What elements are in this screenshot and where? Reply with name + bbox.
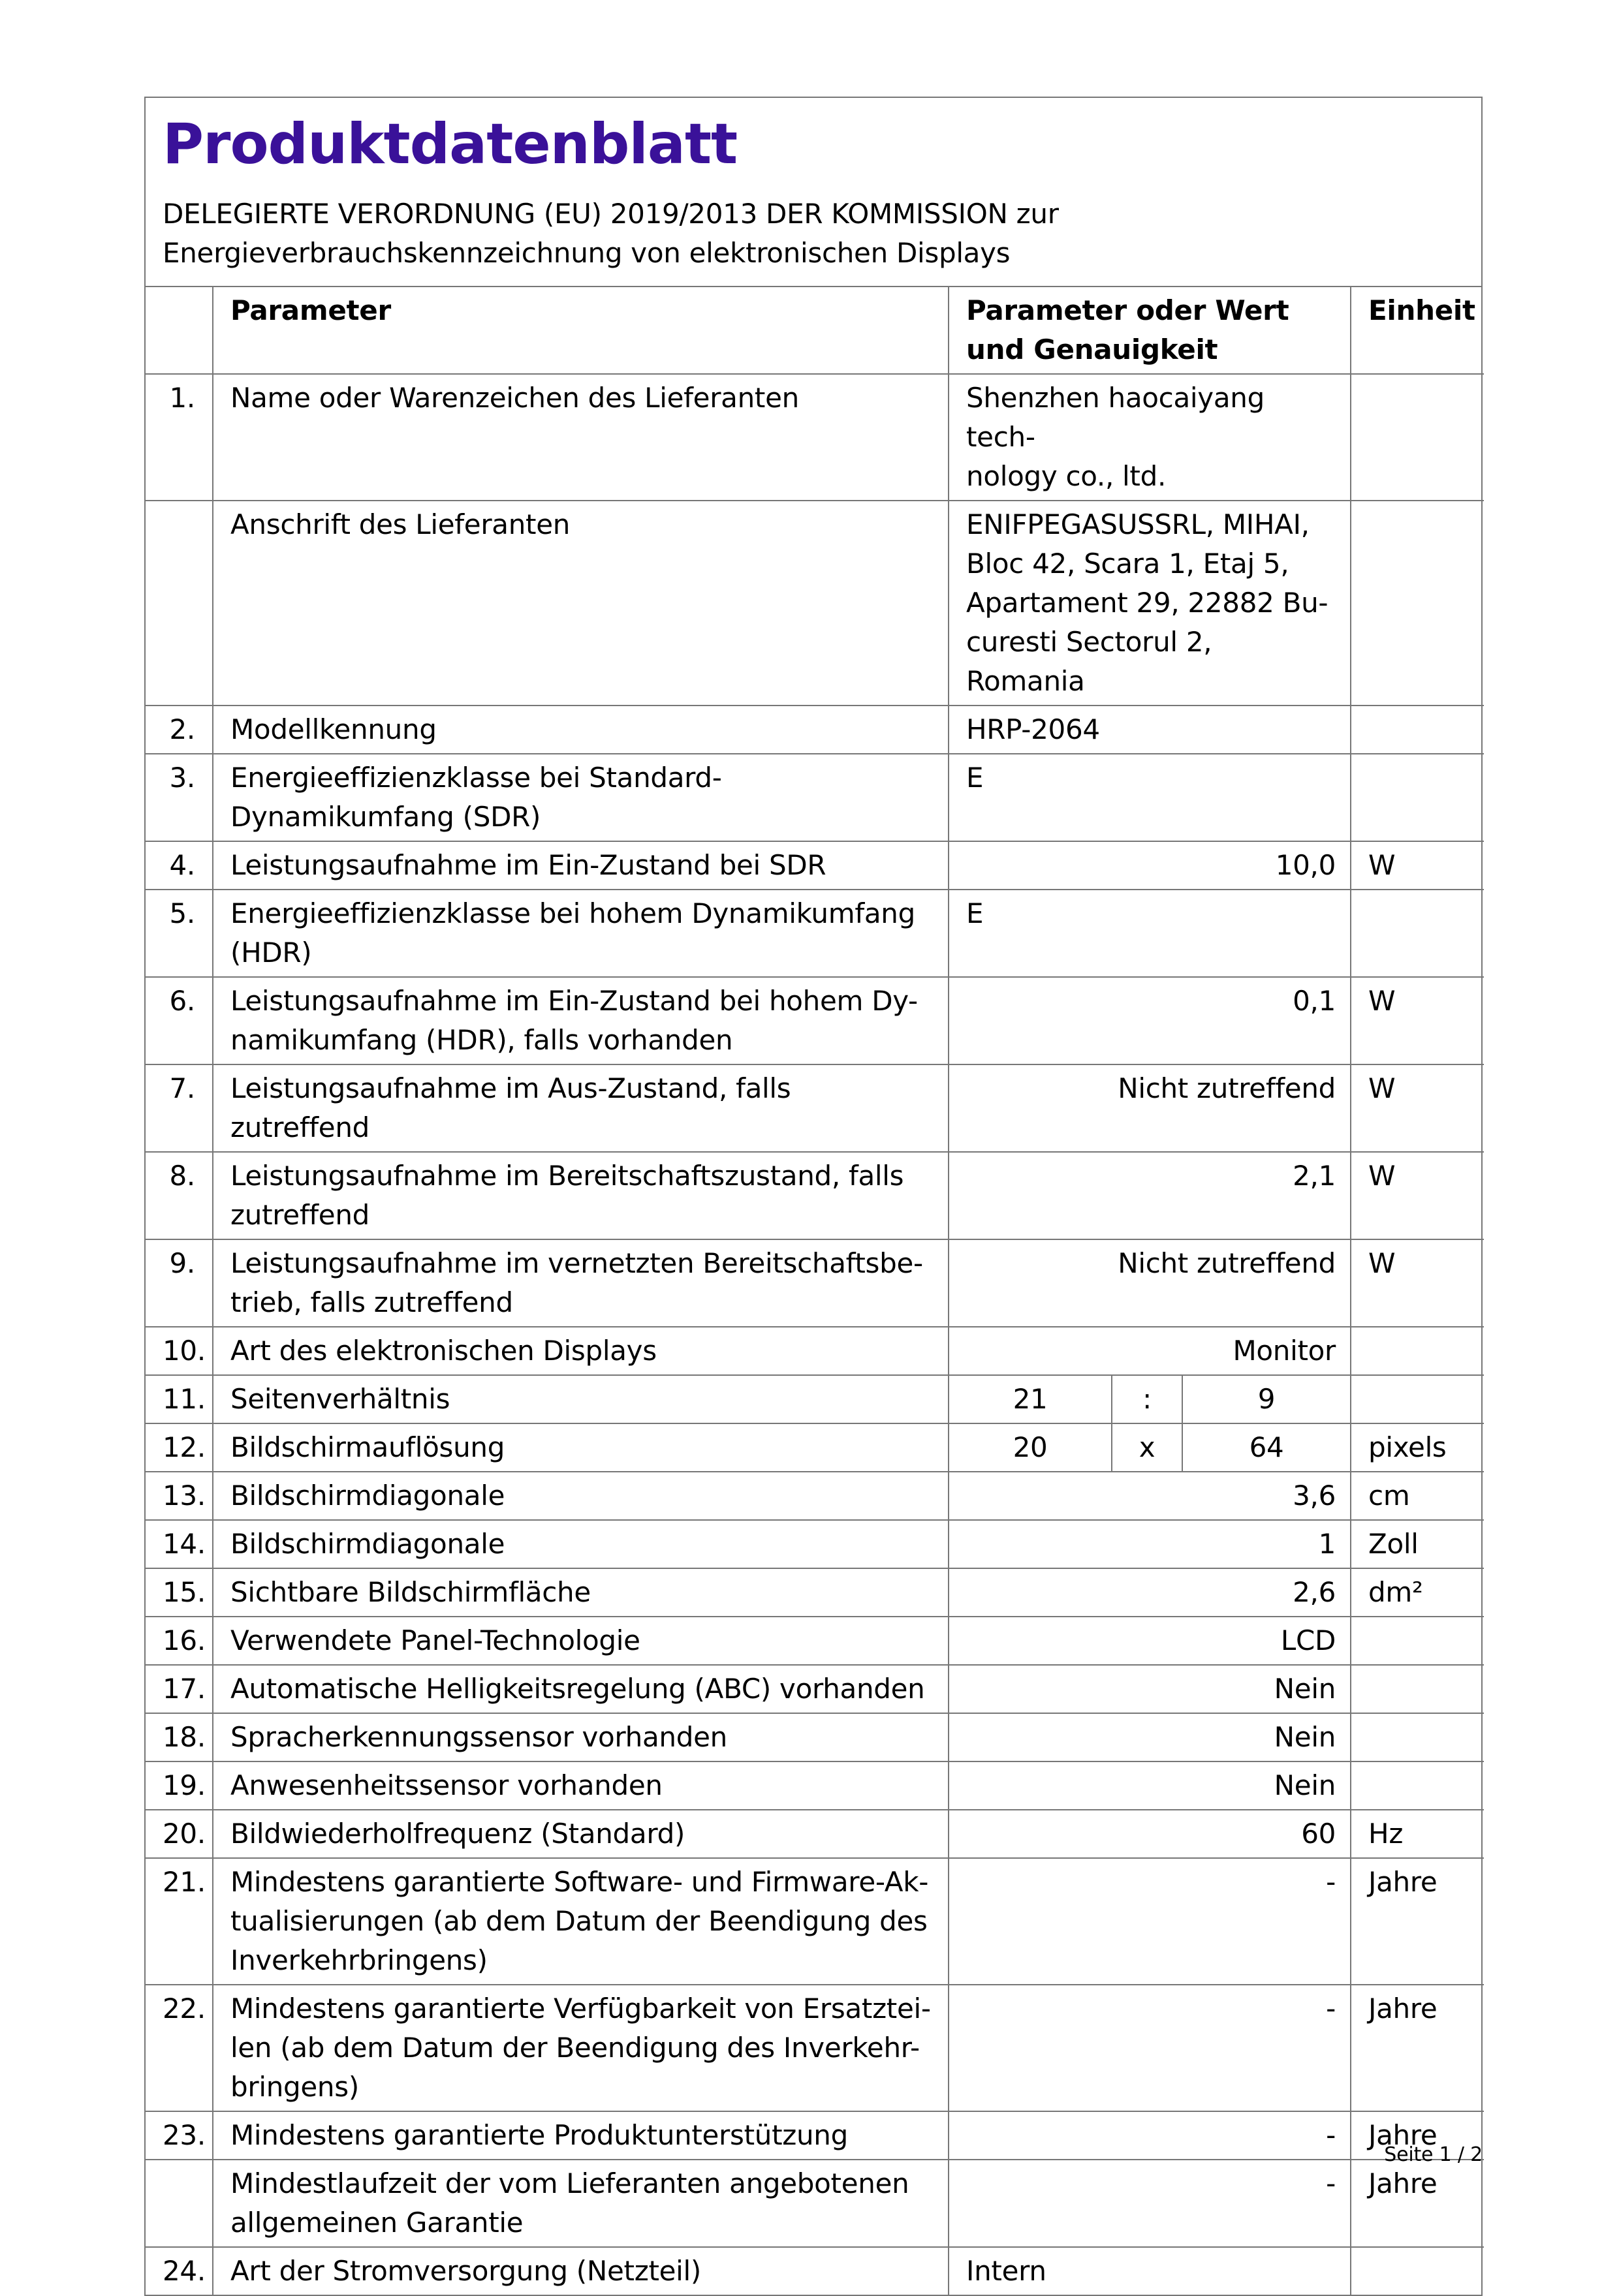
value-cell: Nein — [949, 1665, 1351, 1713]
row-number: 3. — [146, 754, 213, 841]
unit-cell: dm² — [1351, 1568, 1484, 1617]
value-separator: x — [1112, 1423, 1182, 1472]
value-cell: E — [949, 754, 1351, 841]
row-number — [146, 2160, 213, 2247]
value-cell: E — [949, 890, 1351, 977]
unit-cell: Jahre — [1351, 2111, 1484, 2160]
table-row — [146, 1858, 1484, 1985]
table-row — [146, 2111, 1484, 2160]
value-part: 9 — [1182, 1375, 1351, 1423]
parameter-cell: Spracherkennungssensor vorhanden — [213, 1713, 949, 1761]
unit-cell — [1351, 501, 1484, 706]
subtitle-line: DELEGIERTE VERORDNUNG (EU) 2019/2013 DER KOMMISSION zur — [163, 198, 1059, 230]
column-header-value: Parameter oder Wert und Genauigkeit — [949, 287, 1351, 374]
table-row — [146, 1239, 1484, 1327]
value-cell: 60 — [949, 1810, 1351, 1858]
datasheet — [144, 97, 1483, 2296]
unit-cell — [1351, 2247, 1484, 2295]
row-number: 4. — [146, 841, 213, 890]
table-row — [146, 1713, 1484, 1761]
value-cell: LCD — [949, 1617, 1351, 1665]
table-row — [146, 1761, 1484, 1810]
value-cell: 10,0 — [949, 841, 1351, 890]
row-number: 5. — [146, 890, 213, 977]
parameter-cell: Name oder Warenzeichen des Lieferanten — [213, 374, 949, 501]
row-number: 14. — [146, 1520, 213, 1568]
row-number: 19. — [146, 1761, 213, 1810]
value-cell: Intern — [949, 2247, 1351, 2295]
parameter-cell: Leistungsaufnahme im Ein-Zustand bei hohem Dy- namikumfang (HDR), falls vorhanden — [213, 977, 949, 1064]
table-body — [146, 374, 1484, 2295]
value-cell: 2,1 — [949, 1152, 1351, 1239]
value-part: 21 — [949, 1375, 1112, 1423]
table-row — [146, 2247, 1484, 2295]
unit-cell — [1351, 1327, 1484, 1375]
subtitle-line: Energieverbrauchskennzeichnung von elektronischen Displays — [163, 237, 1011, 270]
row-number: 18. — [146, 1713, 213, 1761]
value-cell: Nein — [949, 1713, 1351, 1761]
parameter-cell: Mindestens garantierte Verfügbarkeit von Ersatztei- len (ab dem Datum der Beendigung des Inverkehr- bringens) — [213, 1985, 949, 2111]
value-cell: - — [949, 2160, 1351, 2247]
parameter-cell: Bildschirmdiagonale — [213, 1520, 949, 1568]
value-part: 64 — [1182, 1423, 1351, 1472]
table-row — [146, 1665, 1484, 1713]
row-number: 20. — [146, 1810, 213, 1858]
parameter-cell: Leistungsaufnahme im vernetzten Bereitschaftsbe- trieb, falls zutreffend — [213, 1239, 949, 1327]
parameter-cell: Art der Stromversorgung (Netzteil) — [213, 2247, 949, 2295]
table-row — [146, 706, 1484, 754]
parameter-table — [146, 287, 1484, 2295]
value-cell: 0,1 — [949, 977, 1351, 1064]
unit-cell: Jahre — [1351, 1858, 1484, 1985]
row-number: 12. — [146, 1423, 213, 1472]
table-row — [146, 977, 1484, 1064]
unit-cell — [1351, 1617, 1484, 1665]
table-row — [146, 1472, 1484, 1520]
row-number: 2. — [146, 706, 213, 754]
value-cell: 2,6 — [949, 1568, 1351, 1617]
parameter-cell: Bildschirmauflösung — [213, 1423, 949, 1472]
value-cell: Nein — [949, 1761, 1351, 1810]
row-number: 6. — [146, 977, 213, 1064]
row-number: 9. — [146, 1239, 213, 1327]
unit-cell — [1351, 1375, 1484, 1423]
parameter-cell: Bildschirmdiagonale — [213, 1472, 949, 1520]
row-number: 17. — [146, 1665, 213, 1713]
table-row — [146, 501, 1484, 706]
unit-cell: cm — [1351, 1472, 1484, 1520]
column-header-parameter: Parameter — [213, 287, 949, 374]
parameter-cell: Leistungsaufnahme im Bereitschaftszustand, falls zutreffend — [213, 1152, 949, 1239]
value-cell: - — [949, 1985, 1351, 2111]
page-title: Produktdatenblatt — [163, 112, 738, 177]
value-cell: HRP-2064 — [949, 706, 1351, 754]
table-row — [146, 890, 1484, 977]
row-number: 16. — [146, 1617, 213, 1665]
value-cell: Monitor — [949, 1327, 1351, 1375]
value-cell: Nicht zutreffend — [949, 1239, 1351, 1327]
parameter-cell: Mindestens garantierte Software- und Firmware-Ak- tualisierungen (ab dem Datum der Beendigung des Inverkehrbringens) — [213, 1858, 949, 1985]
table-row — [146, 1423, 1484, 1472]
value-cell: 3,6 — [949, 1472, 1351, 1520]
value-cell: ENIFPEGASUSSRL, MIHAI, Bloc 42, Scara 1, Etaj 5, Apartament 29, 22882 Bu- curesti Sectorul 2, Romania — [949, 501, 1351, 706]
row-number: 24. — [146, 2247, 213, 2295]
parameter-cell: Anwesenheitssensor vorhanden — [213, 1761, 949, 1810]
value-cell: 1 — [949, 1520, 1351, 1568]
row-number: 23. — [146, 2111, 213, 2160]
table-row — [146, 1327, 1484, 1375]
value-cell: - — [949, 2111, 1351, 2160]
row-number — [146, 501, 213, 706]
unit-cell: Zoll — [1351, 1520, 1484, 1568]
table-header-row — [146, 287, 1484, 374]
row-number: 1. — [146, 374, 213, 501]
unit-cell — [1351, 1713, 1484, 1761]
regulation-subtitle — [163, 194, 1464, 273]
table-row — [146, 1064, 1484, 1152]
parameter-cell: Modellkennung — [213, 706, 949, 754]
unit-cell: W — [1351, 977, 1484, 1064]
parameter-cell: Energieeffizienzklasse bei Standard-Dynamikumfang (SDR) — [213, 754, 949, 841]
unit-cell — [1351, 890, 1484, 977]
parameter-cell: Sichtbare Bildschirmfläche — [213, 1568, 949, 1617]
parameter-cell: Leistungsaufnahme im Aus-Zustand, falls zutreffend — [213, 1064, 949, 1152]
table-row — [146, 841, 1484, 890]
unit-cell: Jahre — [1351, 1985, 1484, 2111]
row-number: 8. — [146, 1152, 213, 1239]
parameter-cell: Mindestlaufzeit der vom Lieferanten angebotenen allgemeinen Garantie — [213, 2160, 949, 2247]
unit-cell: pixels — [1351, 1423, 1484, 1472]
unit-cell — [1351, 754, 1484, 841]
parameter-cell: Leistungsaufnahme im Ein-Zustand bei SDR — [213, 841, 949, 890]
row-number: 13. — [146, 1472, 213, 1520]
page-number: Seite 1 / 2 — [1384, 2143, 1483, 2166]
parameter-cell: Energieeffizienzklasse bei hohem Dynamikumfang (HDR) — [213, 890, 949, 977]
unit-cell — [1351, 1665, 1484, 1713]
header — [146, 98, 1481, 287]
unit-cell: Hz — [1351, 1810, 1484, 1858]
table-row — [146, 374, 1484, 501]
value-part: 20 — [949, 1423, 1112, 1472]
table-row — [146, 1985, 1484, 2111]
unit-cell — [1351, 374, 1484, 501]
unit-cell: W — [1351, 841, 1484, 890]
row-number: 11. — [146, 1375, 213, 1423]
unit-cell: W — [1351, 1152, 1484, 1239]
unit-cell: Jahre — [1351, 2160, 1484, 2247]
table-row — [146, 1520, 1484, 1568]
value-cell: Nicht zutreffend — [949, 1064, 1351, 1152]
unit-cell — [1351, 1761, 1484, 1810]
row-number: 7. — [146, 1064, 213, 1152]
column-header-num — [146, 287, 213, 374]
table-row — [146, 1568, 1484, 1617]
row-number: 22. — [146, 1985, 213, 2111]
unit-cell: W — [1351, 1239, 1484, 1327]
parameter-cell: Anschrift des Lieferanten — [213, 501, 949, 706]
parameter-cell: Automatische Helligkeitsregelung (ABC) vorhanden — [213, 1665, 949, 1713]
row-number: 10. — [146, 1327, 213, 1375]
parameter-cell: Bildwiederholfrequenz (Standard) — [213, 1810, 949, 1858]
unit-cell — [1351, 706, 1484, 754]
parameter-cell: Art des elektronischen Displays — [213, 1327, 949, 1375]
table-row — [146, 1810, 1484, 1858]
parameter-cell: Mindestens garantierte Produktunterstützung — [213, 2111, 949, 2160]
unit-cell: W — [1351, 1064, 1484, 1152]
table-row — [146, 1375, 1484, 1423]
parameter-cell: Verwendete Panel-Technologie — [213, 1617, 949, 1665]
row-number: 21. — [146, 1858, 213, 1985]
value-cell: - — [949, 1858, 1351, 1985]
value-separator: : — [1112, 1375, 1182, 1423]
table-row — [146, 1617, 1484, 1665]
row-number: 15. — [146, 1568, 213, 1617]
parameter-cell: Seitenverhältnis — [213, 1375, 949, 1423]
value-cell: Shenzhen haocaiyang tech- nology co., ltd. — [949, 374, 1351, 501]
table-row — [146, 754, 1484, 841]
column-header-unit: Einheit — [1351, 287, 1484, 374]
table-row — [146, 1152, 1484, 1239]
table-row — [146, 2160, 1484, 2247]
